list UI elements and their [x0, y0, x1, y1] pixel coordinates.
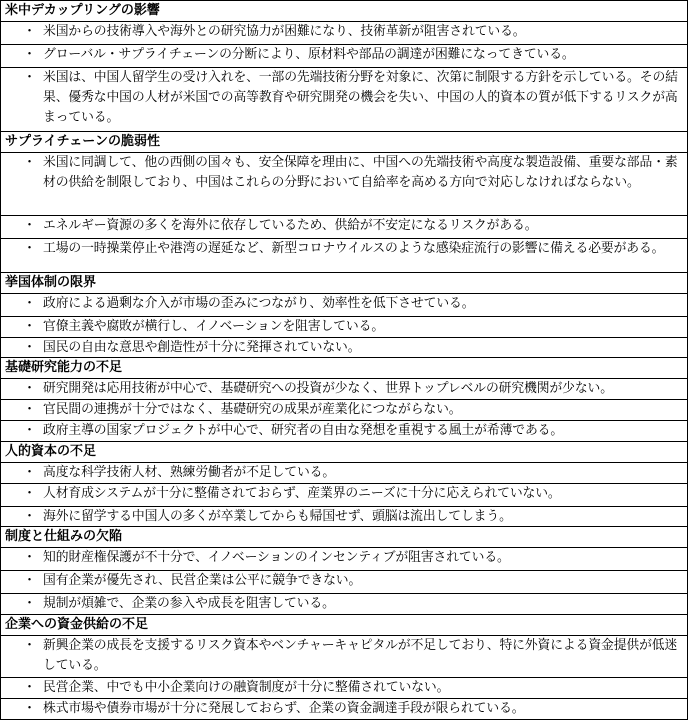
- list-item: [1, 507, 687, 527]
- list-item-text: 国民の自由な意思や創造性が十分に発揮されていない。: [43, 340, 361, 355]
- list-item: [1, 45, 687, 68]
- list-item-text: エネルギー資源の多くを海外に依存しているため、供給が不安定になるリスクがある。: [43, 218, 538, 233]
- section-title: 基礎研究能力の不足: [1, 358, 687, 379]
- bullet: ・: [23, 680, 37, 695]
- list-item: [1, 317, 687, 338]
- bullet: ・: [23, 241, 37, 256]
- bullet: ・: [23, 486, 37, 501]
- bullet: ・: [23, 155, 37, 170]
- list-item: [1, 153, 687, 216]
- list-item: [1, 379, 687, 400]
- list-item-text: 高度な科学技術人材、熟練労働者が不足している。: [43, 465, 336, 480]
- bullet: ・: [23, 47, 37, 62]
- list-item-text: 規制が煩雑で、企業の参入や成長を阻害している。: [43, 596, 335, 611]
- list-item: [1, 216, 687, 239]
- section-institutional-flaws: [1, 526, 687, 616]
- list-item: [1, 400, 687, 421]
- bullet: ・: [23, 319, 37, 334]
- list-item: [1, 68, 687, 131]
- list-item-text: 新興企業の成長を支援するリスク資本やベンチャーキャピタルが不足しており、特に外資による資金提供が低迷している。: [43, 638, 678, 673]
- list-item-text: 知的財産権保護が不十分で、イノベーションのインセンティブが阻害されている。: [43, 550, 510, 565]
- bullet: ・: [23, 423, 37, 438]
- list-item-text: 政府主導の国家プロジェクトが中心で、研究者の自由な発想を重視する風土が希薄である。: [43, 423, 564, 438]
- section-national-system-limits: [1, 272, 687, 359]
- list-item: [1, 463, 687, 484]
- bullet: ・: [23, 465, 37, 480]
- bullet: ・: [23, 70, 37, 85]
- list-item-text: グローバル・サプライチェーンの分断により、原材料や部品の調達が困難になってきている。: [43, 47, 575, 62]
- list-item: [1, 678, 687, 699]
- list-item: [1, 484, 687, 507]
- list-item: [1, 571, 687, 594]
- list-item: [1, 548, 687, 571]
- list-item-text: 米国に同調して、他の西側の国々も、安全保障を理由に、中国への先端技術や高度な製造設備、重要な部品・素材の供給を制限しており、中国はこれらの分野において自給率を高める方向で対応しなければならない。: [43, 155, 678, 190]
- list-item-text: 民営企業、中でも中小企業向けの融資制度が十分に整備されていない。: [43, 680, 450, 695]
- bullet: ・: [23, 573, 37, 588]
- section-human-capital-shortage: [1, 441, 687, 528]
- bullet: ・: [23, 24, 37, 39]
- bullet: ・: [23, 218, 37, 233]
- list-item: [1, 699, 687, 719]
- list-item-text: 米国からの技術導入や海外との研究協力が困難になり、技術革新が阻害されている。: [43, 24, 526, 39]
- bullet: ・: [23, 381, 37, 396]
- list-item-text: 国有企業が優先され、民営企業は公平に競争できない。: [43, 573, 362, 588]
- section-us-china-decoupling: [1, 1, 687, 132]
- bullet: ・: [23, 296, 37, 311]
- bullet: ・: [23, 550, 37, 565]
- list-item-text: 株式市場や債券市場が十分に発展しておらず、企業の資金調達手段が限られている。: [43, 701, 525, 716]
- bullet: ・: [23, 340, 37, 355]
- bullet: ・: [23, 701, 37, 716]
- section-corporate-funding-shortage: [1, 614, 687, 720]
- list-item: [1, 421, 687, 441]
- section-title: 制度と仕組みの欠陥: [1, 527, 687, 548]
- list-item: [1, 636, 687, 678]
- list-item-text: 官僚主義や腐敗が横行し、イノベーションを阻害している。: [43, 319, 385, 334]
- section-title: サプライチェーンの脆弱性: [1, 132, 687, 153]
- bullet: ・: [23, 402, 37, 417]
- section-basic-research-shortfall: [1, 357, 687, 442]
- list-item-text: 官民間の連携が十分ではなく、基礎研究の成果が産業化につながらない。: [43, 402, 462, 417]
- list-item-text: 工場の一時操業停止や港湾の遅延など、新型コロナウイルスのような感染症流行の影響に備える必要がある。: [43, 241, 665, 256]
- list-item-text: 人材育成システムが十分に整備されておらず、産業界のニーズに十分に応えられていない。: [43, 486, 561, 501]
- list-item-text: 研究開発は応用技術が中心で、基礎研究への投資が少なく、世界トップレベルの研究機関が少ない。: [43, 381, 613, 396]
- section-title: 挙国体制の限界: [1, 273, 687, 294]
- list-item-text: 米国は、中国人留学生の受け入れを、一部の先端技術分野を対象に、次第に制限する方針を示している。その結果、優秀な中国の人材が米国での高等教育や研究開発の機会を失い、中国の人的資本の質が低下するリスクが高まっている。: [43, 70, 678, 125]
- list-item: [1, 294, 687, 317]
- bullet: ・: [23, 596, 37, 611]
- section-supply-chain-vulnerability: [1, 131, 687, 273]
- list-item-text: 海外に留学する中国人の多くが卒業してからも帰国せず、頭脳は流出してしまう。: [43, 509, 512, 524]
- list-item-text: 政府による過剰な介入が市場の歪みにつながり、効率性を低下させている。: [43, 296, 475, 311]
- section-title: 人的資本の不足: [1, 442, 687, 463]
- list-item: [1, 594, 687, 615]
- section-title: 企業への資金供給の不足: [1, 615, 687, 636]
- bullet: ・: [23, 509, 37, 524]
- list-item: [1, 22, 687, 45]
- bullet: ・: [23, 638, 37, 653]
- list-item: [1, 338, 687, 358]
- section-title: 米中デカップリングの影響: [1, 1, 687, 22]
